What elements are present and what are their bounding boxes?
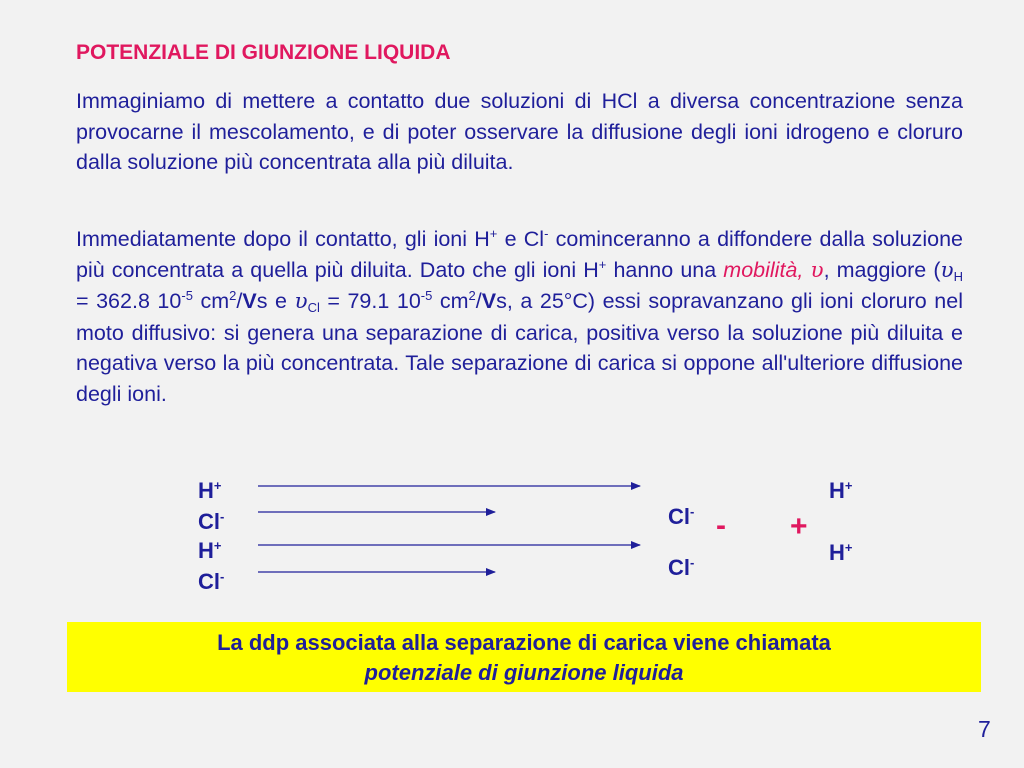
square: 2 xyxy=(468,288,476,304)
ion-base: Cl xyxy=(668,504,690,529)
volt-unit: V xyxy=(242,289,257,314)
text-run: , maggiore ( xyxy=(823,257,941,282)
comma: , xyxy=(797,257,804,282)
text-run: cm xyxy=(432,289,469,314)
ion-base: Cl xyxy=(198,509,220,534)
ion-charge: + xyxy=(213,478,222,493)
ion-charge: - xyxy=(220,509,225,524)
definition-line-2: potenziale di giunzione liquida xyxy=(364,660,684,685)
subscript-h: H xyxy=(953,268,963,284)
ion-charge: + xyxy=(213,538,222,553)
upsilon-symbol: υ xyxy=(294,289,308,315)
ion-middle-2 xyxy=(668,555,694,581)
ion-left-2 xyxy=(198,509,224,535)
ion-charge: - xyxy=(220,569,225,584)
ion-middle-1 xyxy=(668,504,694,530)
ion-base: H xyxy=(829,540,845,565)
exponent: -5 xyxy=(181,288,193,304)
slash: / xyxy=(475,289,482,314)
ion-charge: - xyxy=(690,504,695,519)
ion-base: H xyxy=(829,478,845,503)
negative-sign: - xyxy=(716,509,726,542)
definition-line-1: La ddp associata alla separazione di carica viene chiamata xyxy=(217,630,831,655)
text-run: s e xyxy=(256,289,295,314)
ion-charge: - xyxy=(690,555,695,570)
exponent: -5 xyxy=(420,288,433,304)
square: 2 xyxy=(229,288,237,304)
text-run: s, a 25°C) essi sopravanzano gli ioni cloruro nel moto diffusivo: si genera una separazione di carica, positiva verso la soluzione più diluita e negativa verso la più concentrata. Tale separazione di carica si oppone all'ulteriore diffusione degli ioni. xyxy=(76,289,963,406)
ion-charge: + xyxy=(844,540,853,555)
paragraph-intro: Immaginiamo di mettere a contatto due soluzioni di HCl a diversa concentrazione senza provocarne il mescolamento, e di poter osservare la diffusione degli ioni idrogeno e cloruro dalla soluzione più concentrata alla più diluita. xyxy=(76,89,963,175)
ion-left-3 xyxy=(198,538,221,564)
subscript-cl: Cl xyxy=(307,300,320,316)
text-run: Immediatamente dopo il contatto, gli ioni H xyxy=(76,227,490,251)
upsilon-symbol: υ xyxy=(810,257,824,283)
text-run: = 362.8 10 xyxy=(76,289,182,314)
ion-charge: + xyxy=(844,478,853,493)
mobility-term: mobilità xyxy=(723,257,798,282)
positive-sign: + xyxy=(790,510,808,543)
ion-base: Cl xyxy=(198,569,220,594)
charge-minus: - xyxy=(544,226,549,241)
upsilon-symbol: υ xyxy=(940,257,954,283)
ion-base: H xyxy=(198,538,214,563)
ion-base: H xyxy=(198,478,214,503)
text-run: = 79.1 10 xyxy=(319,289,421,314)
charge-plus: + xyxy=(489,226,498,241)
ion-base: Cl xyxy=(668,555,690,580)
definition-highlight xyxy=(67,622,981,692)
text-run: e Cl xyxy=(497,227,545,251)
slash: / xyxy=(236,289,243,314)
slide-title: POTENZIALE DI GIUNZIONE LIQUIDA xyxy=(76,41,451,64)
text-run: hanno una xyxy=(606,257,724,282)
text-run: cominceranno a diffondere dalla soluzione più concentrata a quella più diluita. Dato che gli ioni H xyxy=(76,227,964,282)
text-run: cm xyxy=(192,289,230,314)
volt-unit: V xyxy=(481,289,497,314)
ion-left-1 xyxy=(198,478,221,504)
charge-plus: + xyxy=(598,256,607,272)
ion-left-4 xyxy=(198,569,224,595)
ion-right-2 xyxy=(829,540,852,566)
page-number: 7 xyxy=(978,716,991,742)
ion-right-1 xyxy=(829,478,852,504)
